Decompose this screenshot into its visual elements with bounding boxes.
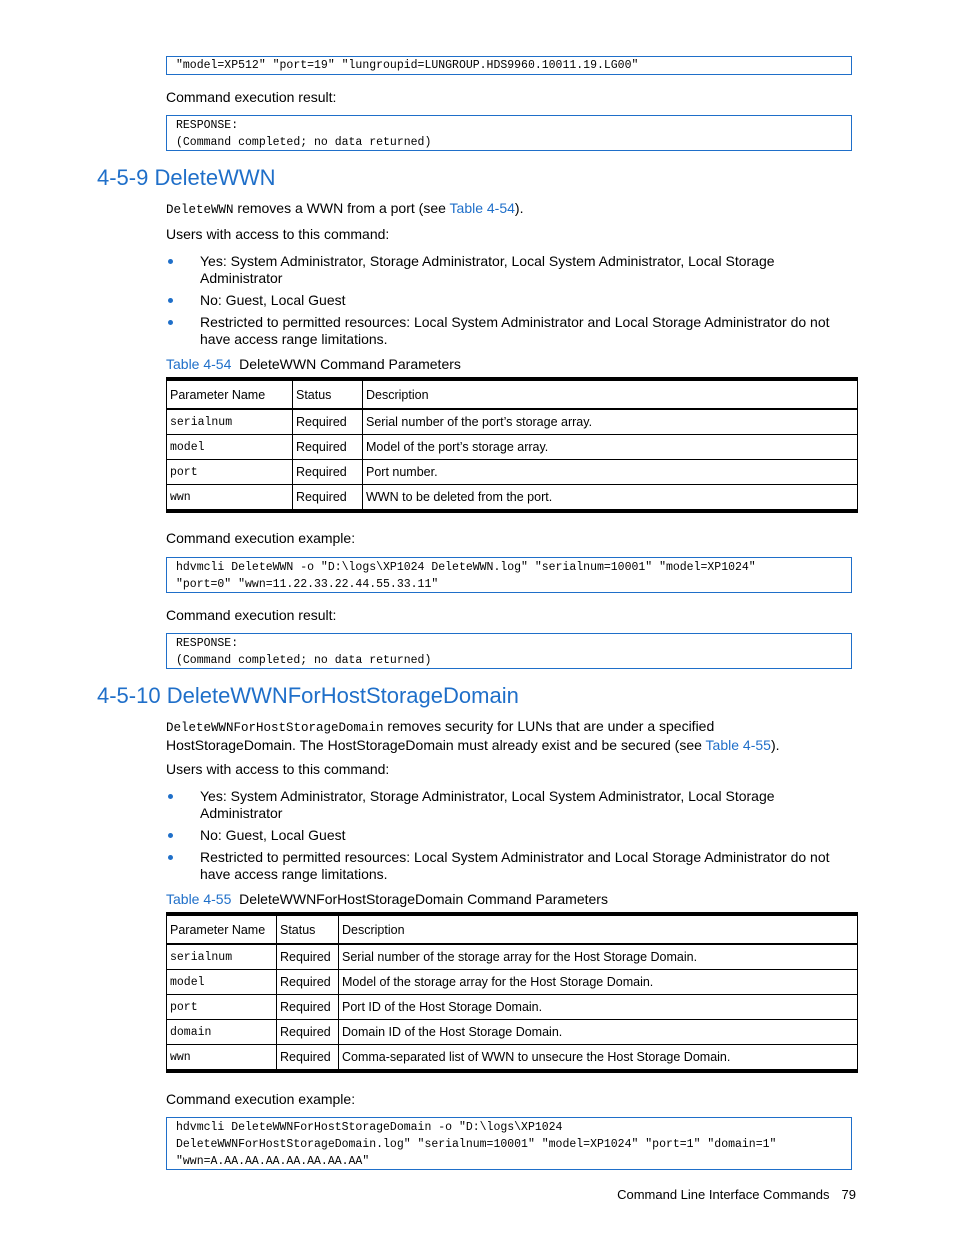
table-row bbox=[167, 409, 858, 435]
example-label: Command execution example: bbox=[166, 530, 356, 546]
intro-text: removes security for LUNs that are under a specified HostStorageDomain. The HostStorageDomain must already exist and be secured (see bbox=[166, 718, 715, 753]
header-cell: Status bbox=[277, 914, 339, 944]
param-name-cell: model bbox=[167, 970, 277, 995]
bullet-icon bbox=[168, 298, 173, 303]
status-cell: Required bbox=[293, 460, 363, 485]
bullet-icon bbox=[168, 794, 173, 799]
result-code-block: RESPONSE: (Command completed; no data returned) bbox=[166, 115, 852, 151]
table-row bbox=[167, 460, 858, 485]
intro-end: ). bbox=[770, 737, 780, 753]
users-label: Users with access to this command: bbox=[166, 761, 390, 777]
command-name: DeleteWWN bbox=[166, 203, 234, 217]
header-cell: Parameter Name bbox=[167, 379, 293, 409]
description-cell: Serial number of the port’s storage array. bbox=[363, 409, 858, 435]
status-cell: Required bbox=[277, 1020, 339, 1045]
status-cell: Required bbox=[293, 485, 363, 512]
section-heading-deletewwnforhoststoragedomain: 4-5-10 DeleteWWNForHostStorageDomain bbox=[97, 683, 519, 708]
parameters-table bbox=[166, 912, 858, 1073]
status-cell: Required bbox=[293, 435, 363, 460]
table-link[interactable]: Table 4-54 bbox=[449, 200, 515, 216]
section-heading-deletewwn: 4-5-9 DeleteWWN bbox=[97, 165, 276, 190]
header-cell: Status bbox=[293, 379, 363, 409]
section1-intro bbox=[166, 200, 846, 219]
list-item: Restricted to permitted resources: Local System Administrator and Local Storage Administrator do not have access range limitations. bbox=[166, 849, 846, 883]
access-list bbox=[166, 253, 846, 353]
table-caption-ref: Table 4-54 bbox=[166, 356, 232, 372]
list-item: No: Guest, Local Guest bbox=[166, 292, 846, 309]
table-caption-ref: Table 4-55 bbox=[166, 891, 232, 907]
bullet-icon bbox=[168, 833, 173, 838]
list-item: No: Guest, Local Guest bbox=[166, 827, 846, 844]
example-label: Command execution example: bbox=[166, 1091, 356, 1107]
access-list bbox=[166, 788, 846, 888]
bullet-icon bbox=[168, 259, 173, 264]
top-code-block: "model=XP512" "port=19" "lungroupid=LUNGROUP.HDS9960.10011.19.LG00" bbox=[166, 56, 852, 75]
status-cell: Required bbox=[277, 1045, 339, 1072]
list-item: Yes: System Administrator, Storage Administrator, Local System Administrator, Local Storage Administrator bbox=[166, 253, 846, 287]
param-name-cell: wwn bbox=[167, 1045, 277, 1072]
table-row bbox=[167, 944, 858, 970]
example-code-block: hdvmcli DeleteWWN -o "D:\logs\XP1024 DeleteWWN.log" "serialnum=10001" "model=XP1024" "port=0" "wwn=11.22.33.22.44.55.33.11" bbox=[166, 557, 852, 593]
param-name-cell: port bbox=[167, 460, 293, 485]
table-row bbox=[167, 1045, 858, 1072]
table-caption-text: DeleteWWNForHostStorageDomain Command Parameters bbox=[239, 891, 608, 907]
table-row bbox=[167, 485, 858, 512]
command-name: DeleteWWNForHostStorageDomain bbox=[166, 721, 384, 735]
page-number: 79 bbox=[841, 1187, 856, 1202]
table-caption bbox=[166, 356, 461, 373]
table-header-row bbox=[167, 914, 858, 944]
description-cell: Domain ID of the Host Storage Domain. bbox=[339, 1020, 858, 1045]
table-caption-text: DeleteWWN Command Parameters bbox=[239, 356, 461, 372]
status-cell: Required bbox=[293, 409, 363, 435]
description-cell: Port ID of the Host Storage Domain. bbox=[339, 995, 858, 1020]
status-cell: Required bbox=[277, 970, 339, 995]
result-code-block: RESPONSE: (Command completed; no data returned) bbox=[166, 633, 852, 669]
table-link[interactable]: Table 4-55 bbox=[705, 737, 771, 753]
param-name-cell: wwn bbox=[167, 485, 293, 512]
table-row bbox=[167, 970, 858, 995]
example-code-block: hdvmcli DeleteWWNForHostStorageDomain -o "D:\logs\XP1024 DeleteWWNForHostStorageDomain.log" "serialnum=10001" "model=XP1024" "port=1" "domain=1" "wwn=A.AA.AA.AA.AA.AA.AA.AA" bbox=[166, 1117, 852, 1170]
bullet-icon bbox=[168, 320, 173, 325]
table-row bbox=[167, 1020, 858, 1045]
param-name-cell: serialnum bbox=[167, 944, 277, 970]
description-cell: Port number. bbox=[363, 460, 858, 485]
table-caption bbox=[166, 891, 608, 908]
result-label: Command execution result: bbox=[166, 89, 337, 105]
description-cell: Comma-separated list of WWN to unsecure the Host Storage Domain. bbox=[339, 1045, 858, 1072]
description-cell: Serial number of the storage array for the Host Storage Domain. bbox=[339, 944, 858, 970]
param-name-cell: model bbox=[167, 435, 293, 460]
header-cell: Description bbox=[363, 379, 858, 409]
intro-end: ). bbox=[514, 200, 524, 216]
bullet-icon bbox=[168, 855, 173, 860]
status-cell: Required bbox=[277, 995, 339, 1020]
description-cell: Model of the storage array for the Host Storage Domain. bbox=[339, 970, 858, 995]
list-item: Restricted to permitted resources: Local System Administrator and Local Storage Administrator do not have access range limitations. bbox=[166, 314, 846, 348]
footer-title: Command Line Interface Commands bbox=[617, 1187, 830, 1202]
result-label: Command execution result: bbox=[166, 607, 337, 623]
param-name-cell: port bbox=[167, 995, 277, 1020]
status-cell: Required bbox=[277, 944, 339, 970]
table-row bbox=[167, 435, 858, 460]
param-name-cell: domain bbox=[167, 1020, 277, 1045]
header-cell: Description bbox=[339, 914, 858, 944]
page-footer bbox=[617, 1187, 856, 1202]
intro-text: removes a WWN from a port (see bbox=[233, 200, 450, 216]
section2-intro bbox=[166, 718, 806, 754]
table-header-row bbox=[167, 379, 858, 409]
param-name-cell: serialnum bbox=[167, 409, 293, 435]
description-cell: WWN to be deleted from the port. bbox=[363, 485, 858, 512]
list-item: Yes: System Administrator, Storage Administrator, Local System Administrator, Local Storage Administrator bbox=[166, 788, 846, 822]
description-cell: Model of the port’s storage array. bbox=[363, 435, 858, 460]
header-cell: Parameter Name bbox=[167, 914, 277, 944]
users-label: Users with access to this command: bbox=[166, 226, 390, 242]
table-row bbox=[167, 995, 858, 1020]
parameters-table bbox=[166, 377, 858, 513]
